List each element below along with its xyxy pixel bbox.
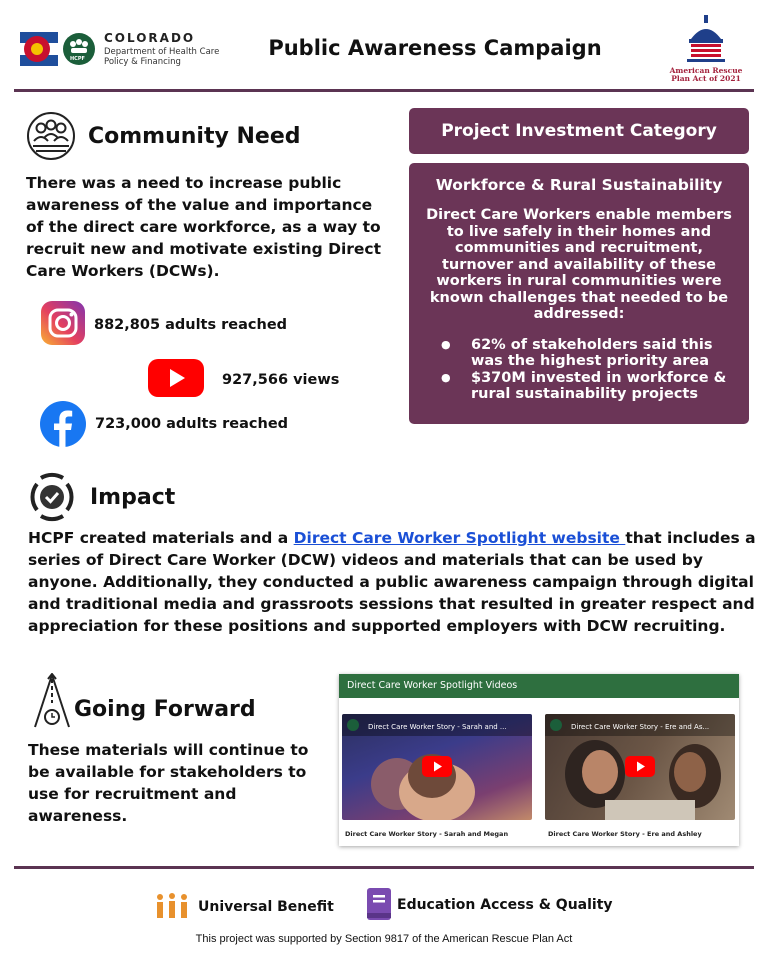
- video-caption-2: Direct Care Worker Story - Ere and Ashley: [548, 830, 702, 838]
- video-title-2: Direct Care Worker Story - Ere and As...: [571, 723, 710, 731]
- header-divider: [14, 89, 754, 92]
- arpa-line1: American Rescue: [669, 66, 743, 75]
- video-caption-1: Direct Care Worker Story - Sarah and Megan: [345, 830, 509, 838]
- investment-category-name: Workforce & Rural Sustainability: [435, 176, 723, 194]
- facebook-icon: [40, 401, 86, 447]
- impact-heading: Impact: [90, 485, 176, 510]
- investment-bullet: ● $370M invested in workforce & rural sustainability projects: [423, 370, 735, 403]
- colorado-flag-icon: [20, 32, 58, 66]
- play-icon[interactable]: [625, 756, 655, 777]
- impact-text-part: HCPF created materials and a: [28, 529, 294, 547]
- investment-bullet: ● 62% of stakeholders said this was the highest priority area: [423, 337, 735, 370]
- footer-divider: [14, 866, 754, 869]
- arpa-logo: [668, 15, 744, 85]
- investment-category-panel: [409, 163, 749, 424]
- play-icon[interactable]: [422, 756, 452, 777]
- investment-description: Direct Care Workers enable members to live safely in their homes and communities and recruitment, turnover and availability of these workers in rural communities were known challenges that needed to be addressed:: [426, 207, 732, 322]
- facebook-stat: 723,000 adults reached: [95, 416, 289, 432]
- universal-benefit-label: Universal Benefit: [198, 899, 334, 915]
- dcw-spotlight-link[interactable]: Direct Care Worker Spotlight website: [293, 529, 626, 547]
- video-thumbnail-ere[interactable]: [545, 714, 735, 820]
- funding-note: This project was supported by Section 9817 of the American Rescue Plan Act: [195, 933, 573, 945]
- spotlight-videos-panel: [339, 674, 739, 846]
- arpa-line2: Plan Act of 2021: [671, 74, 741, 83]
- universal-benefit-icon: [155, 893, 189, 919]
- video-title-1: Direct Care Worker Story - Sarah and ...: [368, 723, 507, 731]
- instagram-icon: [41, 301, 85, 345]
- youtube-icon: [148, 359, 204, 397]
- video-thumbnail-sarah[interactable]: [342, 714, 532, 820]
- education-book-icon: [365, 887, 393, 921]
- org-name: COLORADO: [104, 31, 196, 45]
- going-forward-heading: Going Forward: [74, 697, 256, 722]
- page-title: Public Awareness Campaign: [268, 36, 602, 60]
- impact-check-icon: [27, 472, 77, 522]
- education-access-label: Education Access & Quality: [397, 897, 613, 913]
- community-need-heading: Community Need: [88, 124, 301, 149]
- org-dept-line1: Department of Health Care: [104, 47, 220, 57]
- impact-text: [28, 527, 758, 637]
- investment-bullets: [423, 337, 735, 403]
- impact-text-part: that includes a series of Direct Care Worker (DCW) videos and materials that can be used by anyone. Additionally, they conducted a public awareness campaign through digital and traditional media and grassroots sessions that resulted in greater respect and appreciation for these positions and supported employers with DCW recruiting.: [28, 529, 756, 635]
- community-need-text: There was a need to increase public awareness of the value and importance of the direct care workforce, as a way to recruit new and motivate existing Direct Care Workers (DCWs).: [26, 174, 382, 280]
- instagram-stat: 882,805 adults reached: [94, 317, 288, 333]
- capitol-dome-icon: [683, 15, 729, 63]
- going-forward-text: These materials will continue to be available for stakeholders to use for recruitment and awareness.: [28, 741, 309, 825]
- hcpf-logo: [20, 30, 220, 70]
- org-dept-line2: Policy & Financing: [104, 57, 181, 67]
- youtube-stat: 927,566 views: [222, 372, 340, 388]
- community-group-icon: [26, 111, 76, 161]
- road-forward-icon: [32, 673, 72, 731]
- hcpf-short-label: HCPF: [70, 56, 85, 62]
- investment-category-header: Project Investment Category: [409, 108, 749, 154]
- spotlight-videos-header: Direct Care Worker Spotlight Videos: [339, 674, 739, 698]
